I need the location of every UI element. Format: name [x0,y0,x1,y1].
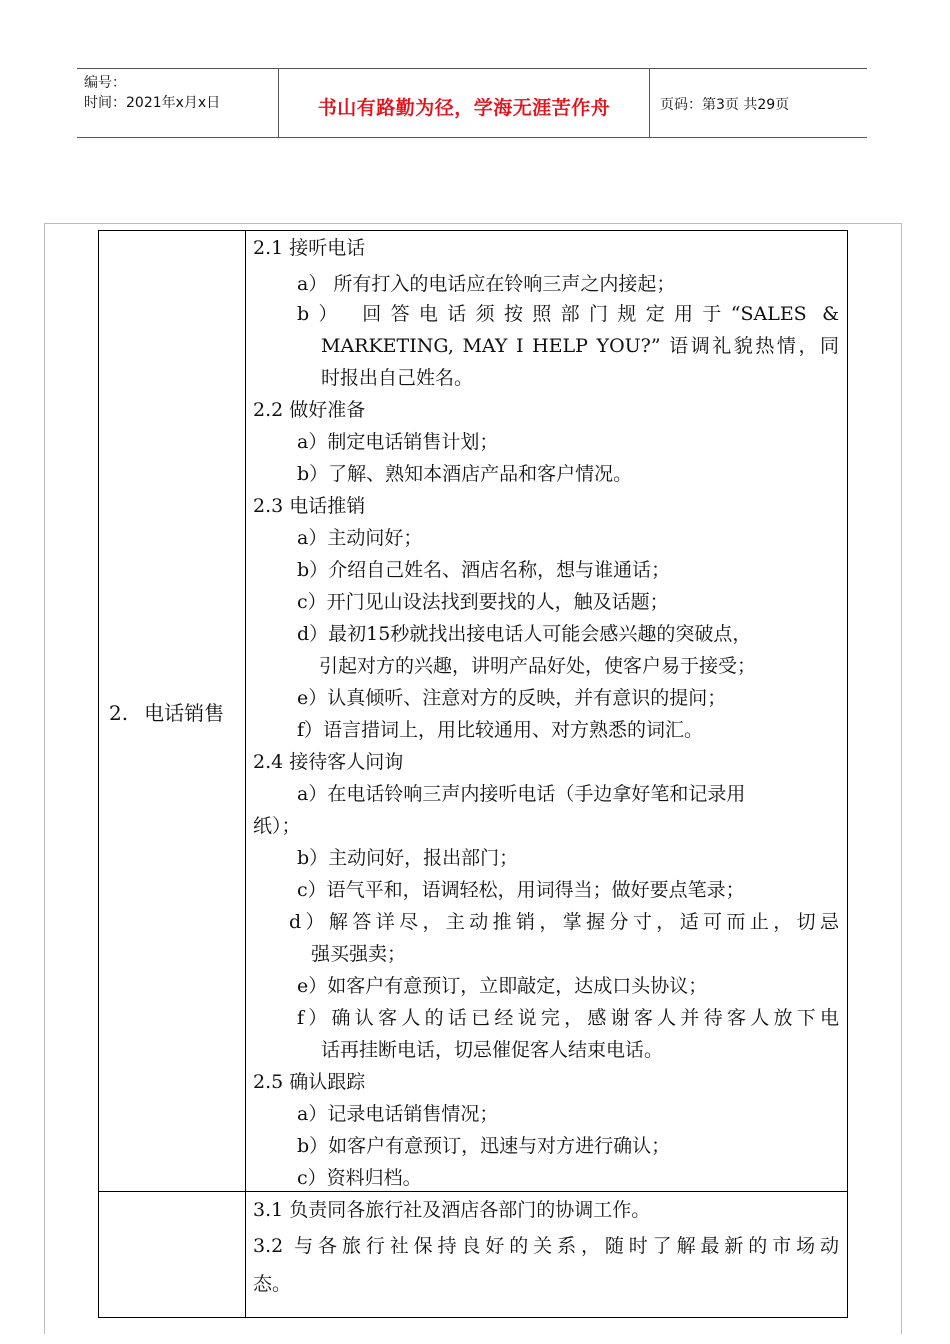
list-item: a）记录电话销售情况； [297,1103,499,1125]
list-item: a） 所有打入的电话应在铃响三声之内接起； [297,273,676,295]
list-item: b）了解、熟知本酒店产品和客户情况。 [297,463,633,485]
heading-2-1: 2.1 接听电话 [253,237,366,259]
list-item-continued: 时报出自己姓名。 [321,367,474,389]
header-motto: 书山有路勤为径，学海无涯苦作舟 [317,97,611,119]
heading-2-2: 2.2 做好准备 [253,399,366,421]
list-item: b） 回答电话须按照部门规定用于“SALES & [297,303,839,325]
list-item: b）介绍自己姓名、酒店名称，想与谁通话； [297,559,671,581]
header-page-cell [650,69,867,137]
header-motto-cell [279,69,650,137]
list-item: f）语言措词上，用比较通用、对方熟悉的词汇。 [297,719,704,741]
list-item: e）如客户有意预订，立即敲定，达成口头协议； [297,975,708,997]
list-item: b）主动问好，报出部门； [297,847,519,869]
section-title: 电话销售 [144,701,225,725]
list-item: c）资料归档。 [297,1167,422,1189]
list-item: d）最初15秒就找出接电话人可能会感兴趣的突破点， [297,623,752,645]
row-divider [99,1191,847,1192]
list-item: c）开门见山设法找到要找的人，触及话题； [297,591,669,613]
list-item: a）主动问好； [297,527,423,549]
document-number: 编号： [84,75,126,91]
heading-2-5: 2.5 确认跟踪 [253,1071,366,1093]
page-number: 页码：第3页 共29页 [660,97,790,113]
list-item: c）语气平和，语调轻松，用词得当；做好要点笔录； [297,879,745,901]
list-item: d）解答详尽，主动推销，掌握分寸，适可而止，切忌 [289,911,839,933]
procedure-table [98,230,848,1318]
heading-2-4: 2.4 接待客人问询 [253,751,404,773]
paragraph-3-1: 3.1 负责同各旅行社及酒店各部门的协调工作。 [253,1199,651,1221]
list-item: a）制定电话销售计划； [297,431,499,453]
section-number: 2. [109,701,129,725]
document-date: 时间：2021年x月x日 [84,95,221,111]
section-label [109,697,224,726]
paragraph-3-2-continued: 态。 [253,1273,292,1295]
list-item-continued: 话再挂断电话，切忌催促客人结束电话。 [321,1039,664,1061]
heading-2-3: 2.3 电话推销 [253,495,366,517]
header-meta-cell [77,69,279,137]
list-item: a）在电话铃响三声内接听电话（手边拿好笔和记录用 [297,783,746,805]
list-item-continued: 强买强卖； [311,943,407,965]
paragraph-3-2: 3.2 与各旅行社保持良好的关系，随时了解最新的市场动 [253,1235,839,1257]
list-item-continued: MARKETING, MAY I HELP YOU?” 语调礼貌热情，同 [321,335,839,357]
column-divider [245,231,246,1317]
page-header [77,68,867,138]
list-item-continued: 纸）； [253,815,301,837]
list-item: b）如客户有意预订，迅速与对方进行确认； [297,1135,671,1157]
list-item: f）确认客人的话已经说完，感谢客人并待客人放下电 [297,1007,839,1029]
list-item-continued: 引起对方的兴趣，讲明产品好处，使客户易于接受； [319,655,757,677]
list-item: e）认真倾听、注意对方的反映，并有意识的提问； [297,687,727,709]
